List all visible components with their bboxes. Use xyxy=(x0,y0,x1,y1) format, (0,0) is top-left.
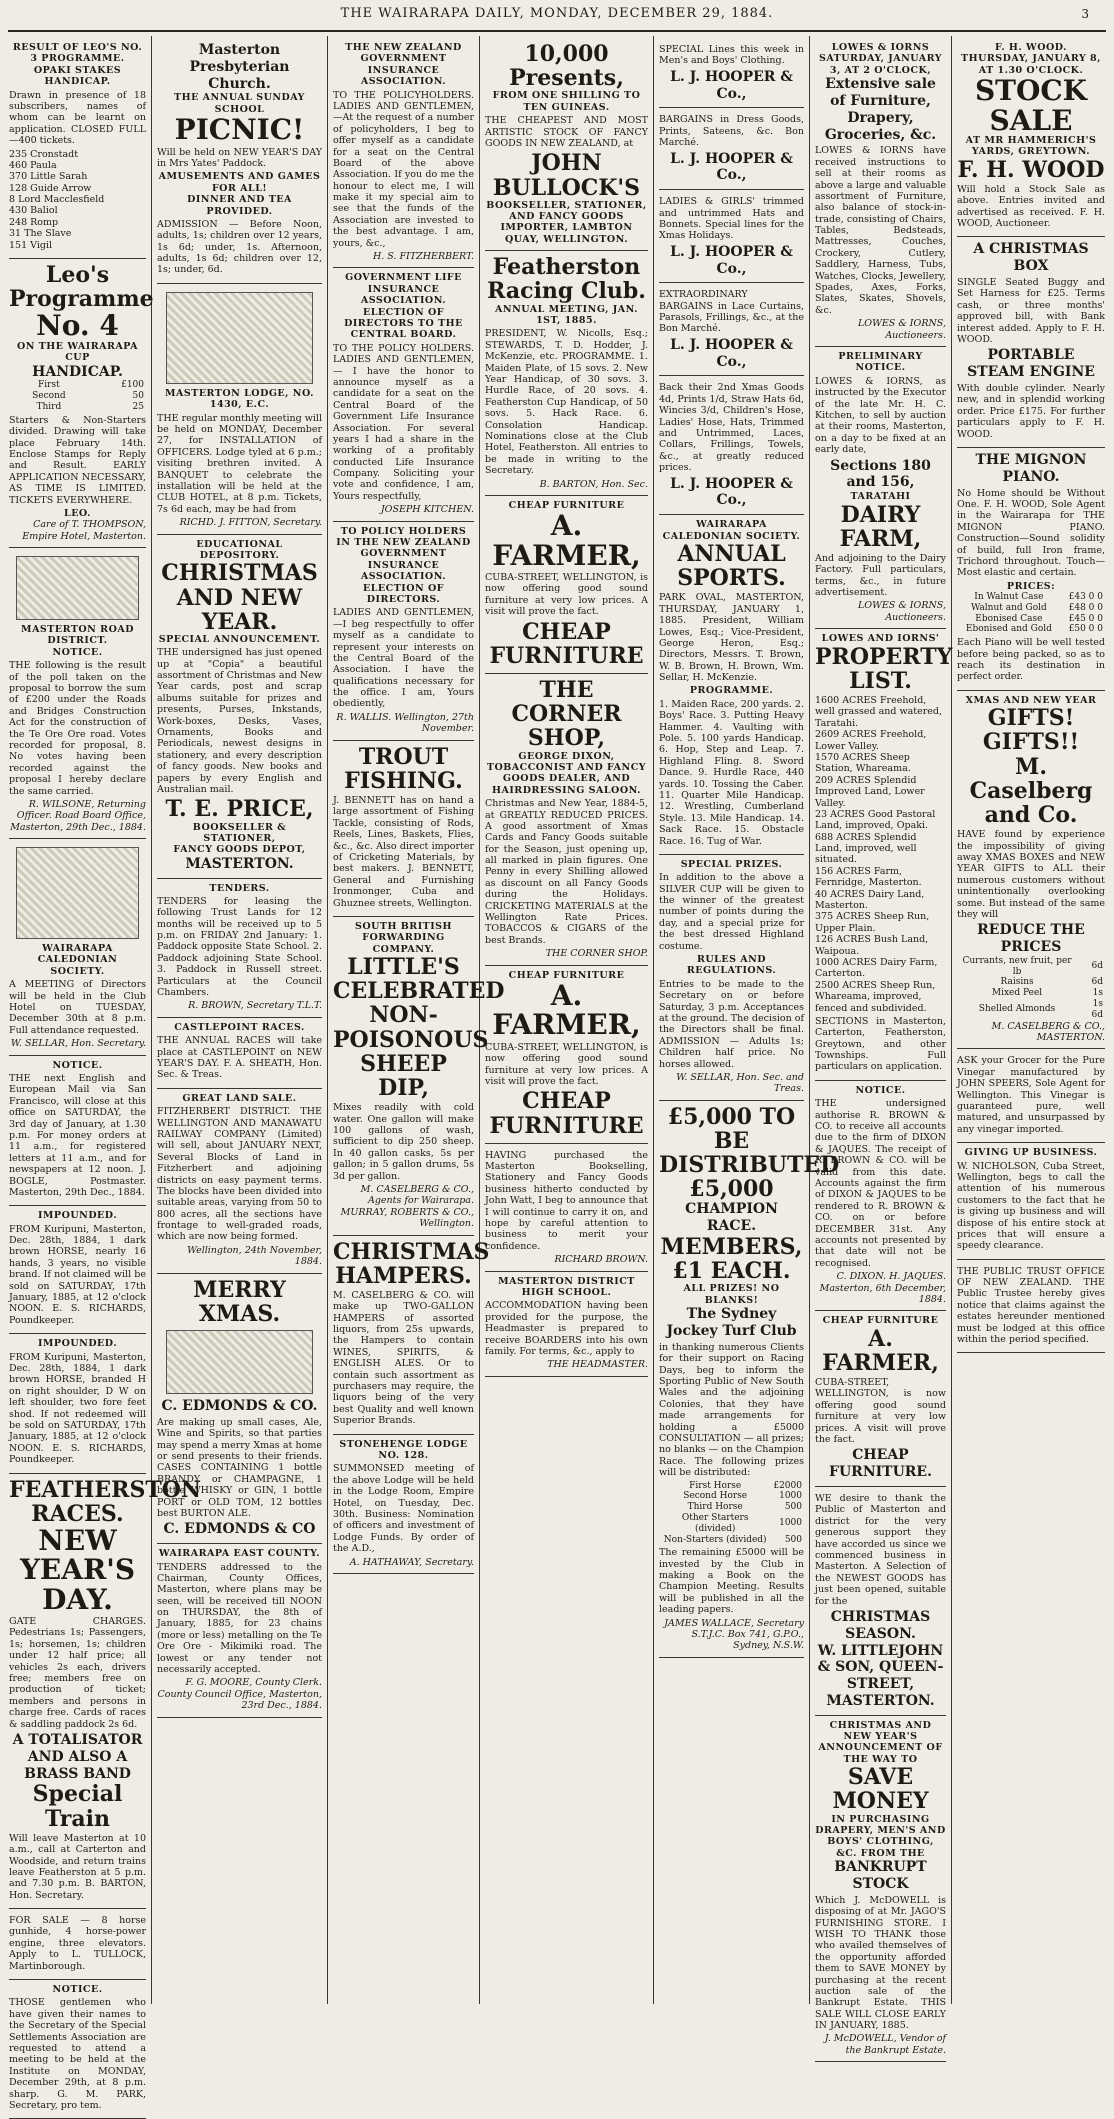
ad-title: THE CORNER SHOP, xyxy=(511,677,622,752)
ad-title: GIFTS! GIFTS!! xyxy=(982,705,1080,756)
ad-title: A. FARMER, xyxy=(492,978,641,1042)
ad-body: LADIES & GIRLS' trimmed and untrimmed Hats and Bonnets. Special lines for the Xmas Holidays. xyxy=(659,196,804,242)
ad-hooper-4: EXTRAORDINARY BARGAINS in Lace Curtains, Parasols, Frillings, &c., at the Bon Marché. L. J. HOOPER & Co., xyxy=(659,283,804,376)
ad-body: W. NICHOLSON, Cuba Street, Wellington, begs to call the attention of his numerous customers to the fact that he is giving up business and will dispose of his entire stock at prices that will ensure a speedy clearance. xyxy=(957,1160,1105,1252)
ad-hooper-2: BARGAINS in Dress Goods, Prints, Sateens, &c. Bon Marché. L. J. HOOPER & Co., xyxy=(659,108,804,190)
ad-educational-depository: EDUCATIONAL DEPOSITORY. CHRISTMAS AND NEW YEAR. SPECIAL ANNOUNCEMENT. THE undersigned has just opened up at "Copia" a beautiful assortment of Christmas and New Year cards, post and scrap albums suitable for prizes and presents, Purses, Inkstands, Work-boxes, Desks, Vases, Ornaments, Books and Periodicals, newest designs in stationery, and every description of fancy goods. New books and papers by every English and Australian mail. T. E. PRICE, BOOKSELLER & STATIONER, FANCY GOODS DEPOT, MASTERTON. xyxy=(157,535,322,879)
ad-title: IMPOUNDED. xyxy=(37,1210,118,1222)
ad-body: THE PUBLIC TRUST OFFICE OF NEW ZEALAND. THE Public Trustee hereby gives notice that claims against the estates hereunder mentioned must be lodged at this office within the period specified. xyxy=(957,1265,1105,1346)
ad-title: GOVERNMENT LIFE INSURANCE ASSOCIATION. ELECTION OF DIRECTORS TO THE CENTRAL BOARD. xyxy=(344,272,463,341)
ad-body: ASK your Grocer for the Pure Vinegar manufactured by JOHN SPEERS, Sole Agent for Wellington. This Vinegar is guaranteed pure, well matured, and unsurpassed by any vinegar imported. xyxy=(957,1055,1105,1135)
ad-notice-partnership: NOTICE. THE undersigned authorise R. BROWN & CO. to receive all accounts due to the firm of DIXON & JAQUES. The receipt of R. BROWN & CO. will be valid from this date. Accounts against the firm of DIXON & JAQUES to be rendered to R. BROWN & CO. on or before DECEMBER 31st. Any accounts not presented by that date will not be recognised. C. DIXON. H. JAQUES. Masterton, 6th December, 1884. xyxy=(815,1081,946,1311)
ad-mignon-piano: THE MIGNON PIANO. No Home should be Without One. F. H. WOOD, Sole Agent in the Wairarapa for THE MIGNON PIANO. Construction—Sound solidity of build, full Iron frame, Trichord throughout. Touch—Most elastic and certain. PRICES: In Walnut Case £43 0 0 Walnut and Gold £48 0 0 Ebonised Case £45 0 0 Ebonised and Gold £50 0 0 Each Piano will be well tested before being packed, so as to reach its destination in perfect order. xyxy=(957,448,1105,691)
ad-subtitle: OPAKI STAKES HANDICAP. xyxy=(33,64,122,88)
ad-vinegar xyxy=(957,1049,1105,1143)
ad-cheap-furniture-2: CHEAP FURNITURE A. FARMER, CUBA-STREET, WELLINGTON, is now offering good sound furniture at very low prices. A visit will prove the fact. CHEAP FURNITURE xyxy=(485,966,648,1144)
masthead-rule xyxy=(8,30,1106,32)
ad-title: GIVING UP BUSINESS. xyxy=(964,1147,1098,1159)
list-item: 126 ACRES Bush Land, Waipoua. xyxy=(815,934,929,957)
ad-body: FROM Kuripuni, Masterton, Dec. 28th, 1884, 1 dark brown HORSE, nearly 16 hands, 3 years, no visible brand. If not claimed will be sold on SATURDAY, 17th January, 1885, at 12 o'clock NOON. E. S. RICHARDS, Poundkeeper. xyxy=(9,1223,146,1326)
column-7 xyxy=(952,36,1110,2004)
ad-body: THE undersigned authorise R. BROWN & CO. to receive all accounts due to the firm of DIXON & JAQUES. The receipt of R. BROWN & CO. will be valid from this date. Accounts against the firm of DIXON & JAQUES to be rendered to R. BROWN & CO. on or before DECEMBER 31st. Any accounts not presented by that date will not be recognised. xyxy=(815,1098,946,1269)
masthead-title: THE WAIRARAPA DAILY, MONDAY, DECEMBER 29, 1884. xyxy=(340,6,774,21)
ad-body: SUMMONSED meeting of the above Lodge will be held in the Lodge Room, Empire Hotel, on Tuesday, Dec. 30th. Business: Nomination of officers and investment of Lodge Funds. By order of the A.D., xyxy=(333,1463,474,1555)
column-2 xyxy=(152,36,328,2004)
ad-christmas-hampers xyxy=(333,1236,490,1435)
ad-title: FEATHERSTON RACES. xyxy=(9,1476,201,1527)
page-number: 3 xyxy=(1081,7,1090,21)
ad-body: PRESIDENT, W. Nicolls, Esq.; STEWARDS, T. D. Hodder, J. McKenzie, etc. PROGRAMME. 1. Maiden Plate, of 15 sovs. 2. New Year Handicap, of 30 sovs. 3. Hurdle Race, of 20 sovs. 4. Featherston Cup Handicap, of 50 sovs. 5. Hack Race. 6. Consolation Handicap. Nominations close at the Club Hotel, Featherston. All entries to be made in writing to the Secretary. xyxy=(485,328,648,477)
ad-title: Masterton Presbyterian Church. xyxy=(189,42,290,92)
ad-tenders: TENDERS. TENDERS for leasing the following Trust Lands for 12 months will be received up to 5 p.m. on FRIDAY 2nd January: 1. Paddock opposite State School. 2. Paddock adjoining State School. 3. Paddock in Russell street. Particulars at the Council Chambers. R. BROWN, Secretary T.L.T. xyxy=(157,879,322,1018)
ad-masonic-lodge: MASTERTON LODGE, NO. 1430, E.C. THE regular monthly meeting will be held on MONDAY, December 27, for INSTALLATION of OFFICERS. Lodge tyled at 6 p.m.; visiting brethren invited. A BANQUET to celebrate the installation will be held at the CLUB HOTEL, at 8 p.m. Tickets, 7s 6d each, may be had from RICHD. J. FITTON, Secretary. xyxy=(157,284,322,535)
ad-body: ACCOMMODATION having been provided for the purpose, the Headmaster is prepared to receive BOARDERS into his own family. For terms, &c., apply to xyxy=(485,1300,648,1357)
programme-number: No. 4 xyxy=(36,309,119,343)
ad-title: WAIRARAPA CALEDONIAN SOCIETY. xyxy=(37,943,118,977)
ad-title: RESULT OF LEO'S NO. 3 PROGRAMME. xyxy=(12,42,143,65)
list-item: 151 Vigil xyxy=(9,239,53,251)
engraving-illustration xyxy=(16,556,139,620)
ad-body: WE desire to thank the Public of Masterton and district for the very generous support they have accorded us since we commenced business in Masterton. A Selection of the NEWEST GOODS has just been opened, suitable for the xyxy=(815,1493,946,1607)
ad-body: HAVE found by experience the impossibility of giving away XMAS BOXES and NEW YEAR GIFTS to ALL their numerous customers without unintentionally overlooking some. But instead of the same they will xyxy=(957,829,1105,920)
ad-hooper-1: SPECIAL Lines this week in Men's and Boys' Clothing. L. J. HOOPER & Co., xyxy=(659,38,804,108)
ad-hooper-3: LADIES & GIRLS' trimmed and untrimmed Hats and Bonnets. Special lines for the Xmas Holidays. L. J. HOOPER & Co., xyxy=(659,190,804,283)
ad-body: Back their 2nd Xmas Goods 4d, Prints 1/d, Straw Hats 6d, Wincies 3/d, Children's Hose, Ladies' Hose, Hats, Trimmed and Untrimmed, Laces, Collars, Frillings, Towels, &c., at greatly reduced prices. xyxy=(659,382,804,474)
ad-sheep-dip: SOUTH BRITISH FORWARDING COMPANY. LITTLE'S CELEBRATED NON-POISONOUS SHEEP DIP, Mixes readily with cold water. One gallon will make 100 gallons of wash, sufficient to dip 250 sheep. In 40 gallon casks, 5s per gallon; in 5 gallon drums, 5s 3d per gallon. M. CASELBERG & CO., Agents for Wairarapa. MURRAY, ROBERTS & CO., Wellington. xyxy=(333,917,474,1236)
masonic-emblem-illustration xyxy=(166,292,313,384)
ad-body: HAVING purchased the Masterton Bookselling, Stationery and Fancy Goods business hitherto conducted by John Watt, I beg to announce that I will continue to carry it on, and hope by careful attention to business to merit your confidence. xyxy=(485,1149,648,1252)
ad-featherston-races: FEATHERSTON RACES. NEW YEAR'S DAY. GATE CHARGES. Pedestrians 1s; Passengers, 1s; horsemen, 1s; children under 12 half price; all vehicles 2s each, drivers free; members free on production of ticket; members and persons in charge free. Cards of races & saddling paddock 2s 6d. A TOTALISATOR AND ALSO A BRASS BAND Special Train Will leave Masterton at 10 a.m., call at Carterton and Woodside, and return trains leave Featherston at 5 p.m. and 7.30 p.m. B. BARTON, Hon. Secretary. xyxy=(9,1474,146,1910)
ad-masterton-road-district: MASTERTON ROAD DISTRICT. NOTICE. THE following is the result of the poll taken on the proposal to borrow the sum of £200 under the Roads and Bridges Construction Act for the construction of the Te Ore Ore road. Votes recorded for proposal, 8. No votes having been recorded against the proposal I hereby declare the same carried. R. WILSONE, Returning Officer. Road Board Office, Masterton, 29th Dec., 1884. xyxy=(9,548,146,839)
list-item: 209 ACRES Splendid Improved Land, Lower Valley. xyxy=(815,774,925,809)
ad-save-money: CHRISTMAS AND NEW YEAR'S ANNOUNCEMENT OF THE WAY TO SAVE MONEY IN PURCHASING DRAPERY, MEN'S AND BOYS' CLOTHING, &C. FROM THE BANKRUPT STOCK Which J. McDOWELL is disposing of at Mr. JAGO'S FURNISHING STORE. I WISH TO THANK those who availed themselves of the opportunity afforded them to SAVE MONEY by purchasing at the recent auction sale of the Bankrupt Estate. THIS SALE WILL CLOSE EARLY IN JANUARY, 1885. J. McDOWELL, Vendor of the Bankrupt Estate. xyxy=(815,1716,946,2063)
ad-title: NOTICE. xyxy=(855,1084,906,1096)
ad-title: TENDERS. xyxy=(209,882,270,894)
ad-cheap-furniture-3: CHEAP FURNITURE A. FARMER, CUBA-STREET, WELLINGTON, is now offering good sound furniture at very low prices. A visit will prove the fact. CHEAP FURNITURE. xyxy=(815,1311,946,1487)
ad-leos-handicap xyxy=(9,38,146,259)
ad-title: ANNUAL SPORTS. xyxy=(677,540,786,592)
ad-body: FROM Kuripuni, Masterton, Dec. 28th, 1884, 1 dark brown HORSE, branded H on right shoulder, D W on left shoulder, two fore feet shod. If not redeemed will be sold on SATURDAY, 17th January, 1885, at 12 o'clock NOON. E. S. RICHARDS, Poundkeeper. xyxy=(9,1351,146,1466)
prize-table: First Horse £2000 Second Horse 1000 Third Horse 500 Other Starters (divided) 1000 Non-Starters (divided) 500 xyxy=(663,1480,802,1545)
list-item: 2609 ACRES Freehold, Lower Valley. xyxy=(815,729,927,752)
ad-body: Drawn in presence of 18 subscribers, names of whom can be learnt on application. CLOSED FULL—400 tickets. xyxy=(9,89,146,147)
ad-body: in thanking numerous Clients for their support on Racing Days, beg to inform the Sporting Public of New South Wales and the adjoining Colonies, that they have made arrangements for holding a £5000 CONSULTATION — all prizes; no blanks — on the Champion Race. The following prizes will be distributed: xyxy=(659,1341,804,1479)
ad-christmas-season: WE desire to thank the Public of Masterton and district for the very generous support they have accorded us since we commenced business in Masterton. A Selection of the NEWEST GOODS has just been opened, suitable for the CHRISTMAS SEASON. W. LITTLEJOHN & SON, QUEEN-STREET, MASTERTON. xyxy=(815,1487,946,1716)
ad-body: J. BENNETT has on hand a large assortment of Fishing Tackle, consisting of Rods, Reels, Lines, Baskets, Flies, &c., &c. Also direct importer of Cricketing Materials, by best makers. J. BENNETT, General and Furnishing Ironmonger, Cuba and Ghuznee streets, Wellington. xyxy=(333,795,474,909)
ad-gifts: XMAS AND NEW YEAR GIFTS! GIFTS!! M. Caselberg and Co. HAVE found by experience the impossibility of giving away XMAS BOXES and NEW YEAR GIFTS to ALL their numerous customers without unintentionally overlooking some. But instead of the same they will REDUCE THE PRICES Currants, new fruit, per lb 6d Raisins 6d Mixed Peel 1s Shelled Almonds 1s 6d M. CASELBERG & CO., MASTERTON. xyxy=(957,691,1105,1050)
ad-subtitle: ON THE WAIRARAPA CUP xyxy=(16,340,139,364)
ad-body: THE following is the result of the poll taken on the proposal to borrow the sum of £200 under the Roads and Bridges Construction Act for the construction of the Te Ore Ore road. Votes recorded for proposal, 8. No votes having been recorded against the proposal I hereby declare the same carried. xyxy=(9,660,146,797)
ad-title: NOTICE. xyxy=(52,1059,103,1071)
ad-masterton-high-school: MASTERTON DISTRICT HIGH SCHOOL. ACCOMMODATION having been provided for the purpose, the Headmaster is prepared to receive BOARDERS into his own family. For terms, &c., apply to THE HEADMASTER. xyxy=(485,1272,648,1377)
ad-body: THOSE gentlemen who have given their names to the Secretary of the Special Settlements Association are requested to attend a meeting to be held at the Institute on MONDAY, December 29th, at 8 p.m. sharp. G. M. PARK, Secretary, pro tem. xyxy=(9,1997,146,2111)
ad-government-office xyxy=(957,1260,1105,1354)
ad-title: TROUT FISHING. xyxy=(344,743,463,794)
price-table: Currants, new fruit, per lb 6d Raisins 6d Mixed Peel 1s Shelled Almonds 1s 6d xyxy=(962,955,1103,1020)
ad-body: THE regular monthly meeting will be held on MONDAY, December 27, for INSTALLATION of OFFICERS. Lodge tyled at 6 p.m.; visiting brethren invited. A BANQUET to celebrate the installation will be held at the CLUB HOTEL, at 8 p.m. Tickets, 7s 6d each, may be had from xyxy=(157,412,322,515)
ad-corner-shop: THE CORNER SHOP, GEORGE DIXON, TOBACCONIST AND FANCY GOODS DEALER, AND HAIRDRESSING SALOON. Christmas and New Year, 1884-5, at GREATLY REDUCED PRICES. A good assortment of Xmas Cards and Fancy Goods suitable for the Season, just opening up, all marked in plain figures. One Penny in every Shilling allowed as discount on all Fancy Goods during the Holidays. CRICKETING MATERIALS at the Wellington Rate Prices. TOBACCOS & CIGARS of the best Brands. THE CORNER SHOP. xyxy=(485,674,648,966)
ad-title: THE NEW ZEALAND GOVERNMENT INSURANCE ASSOCIATION. xyxy=(345,42,462,88)
ad-body: In addition to the above a SILVER CUP will be given to the winner of the greatest number of points during the day, and a special prize for the best dressed Highland costume. xyxy=(659,872,804,952)
ad-stonehenge-lodge: STONEHENGE LODGE NO. 128. SUMMONSED meeting of the above Lodge will be held in the Lodge Room, Empire Hotel, on Tuesday, Dec. 30th. Business: Nomination of officers and investment of Lodge Funds. By order of the A.D., A. HATHAWAY, Secretary. xyxy=(333,1435,474,1574)
ad-body: A MEETING of Directors will be held in the Club Hotel on TUESDAY, December 30th at 8 p.m. Full attendance requested. xyxy=(9,979,146,1036)
handicap-list xyxy=(9,149,146,252)
ad-title: A. FARMER, xyxy=(822,1325,939,1376)
column-6 xyxy=(810,36,953,2056)
ad-champion-race: £5,000 TO BE DISTRIBUTED £5,000 CHAMPION RACE. MEMBERS, £1 EACH. ALL PRIZES! NO BLANKS! The Sydney Jockey Turf Club in thanking numerous Clients for their support on Racing Days, beg to inform the Sporting Public of New South Wales and the adjoining Colonies, that they have made arrangements for holding a £5000 CONSULTATION — all prizes; no blanks — on the Champion Race. The following prizes will be distributed: First Horse £2000 Second Horse 1000 Third Horse 500 Other Starters (divided) 1000 Non-Starters (divided) 500 The remaining £5000 will be invested by the Club in making a Book on the Champion Meeting. Results will be published in all the leading papers. JAMES WALLACE, Secretary S.T.J.C. Box 741, G.P.O., Sydney, N.S.W. xyxy=(659,1101,804,1658)
ad-leos-programme: Leo's Programme No. 4 ON THE WAIRARAPA CUP HANDICAP. First £100 Second 50 Third 25 Starters & Non-Starters divided. Drawing will take place February 14th. Enclose Stamps for Reply and Result. EARLY APPLICATION NECESSARY, AS TIME IS LIMITED. TICKETS EVERYWHERE. LEO. Care of T. THOMPSON, Empire Hotel, Masterton. xyxy=(9,259,146,548)
list-item: 156 ACRES Farm, Fernridge, Masterton. xyxy=(815,865,922,889)
list-item: 1600 ACRES Freehold, well grassed and watered, Taratahi. xyxy=(815,694,942,729)
ad-body: Starters & Non-Starters divided. Drawing will take place February 14th. Enclose Stamps for Reply and Result. EARLY APPLICATION NECESSARY, AS TIME IS LIMITED. TICKETS EVERYWHERE. xyxy=(9,414,146,506)
ad-annual-sports: WAIRARAPA CALEDONIAN SOCIETY. ANNUAL SPORTS. PARK OVAL, MASTERTON, THURSDAY, JANUARY 1, 1885. President, William Lowes, Esq.; Vice-President, George Heron, Esq.; Directors, Messrs. T. Brown, W. B. Brown, H. Brown, Wm. Sellar, H. McKenzie. PROGRAMME. 1. Maiden Race, 200 yards. 2. Boys' Race. 3. Putting Heavy Hammer. 4. Vaulting with Pole. 5. 100 yards Handicap. 6. Hop, Step and Leap. 7. Highland Fling. 8. Sword Dance. 9. Hurdle Race, 440 yards. 10. Tossing the Caber. 11. Quarter Mile Handicap. 12. Wrestling, Cumberland Style. 13. Mile Handicap. 14. Sack Race. 15. Obstacle Race. 16. Tug of War. xyxy=(659,515,804,855)
list-item: 688 ACRES Splendid Land, improved, well situated. xyxy=(815,831,917,866)
column-5 xyxy=(654,36,840,2004)
ad-hooper-5: Back their 2nd Xmas Goods 4d, Prints 1/d, Straw Hats 6d, Wincies 3/d, Children's Hose, Ladies' Hose, Hats, Trimmed and Untrimmed, Laces, Collars, Frillings, Towels, &c., at greatly reduced prices. L. J. HOOPER & Co., xyxy=(659,376,804,515)
ad-title: NOTICE. xyxy=(52,1984,103,1996)
column-4 xyxy=(480,36,654,2004)
list-item: 375 ACRES Sheep Run, Upper Plain. xyxy=(815,911,930,934)
ad-title: LITTLE'S CELEBRATED NON-POISONOUS SHEEP DIP, xyxy=(333,954,505,1102)
ad-horse-sale xyxy=(9,1909,146,1980)
ad-body: Will hold a Stock Sale as above. Entries invited and advertised as received. F. H. WOOD, Auctioneer. xyxy=(957,183,1105,230)
ad-subtitle: HANDICAP. xyxy=(32,363,123,380)
list-item: 430 Baliol xyxy=(9,205,58,217)
ad-great-land-sale: GREAT LAND SALE. FITZHERBERT DISTRICT. THE WELLINGTON AND MANAWATU RAILWAY COMPANY (Limited) will sell, about JANUARY NEXT, Several Blocks of Land in Fitzherbert and adjoining districts on easy payment terms. The blocks have been divided into suitable areas, varying from 50 to 800 acres, all the sections have frontage to well-graded roads, which are now being formed. Wellington, 24th November, 1884. xyxy=(157,1089,322,1274)
ad-title: SPECIAL PRIZES. xyxy=(680,858,783,870)
ad-body: PARK OVAL, MASTERTON, THURSDAY, JANUARY 1, 1885. President, William Lowes, Esq.; Vice-President, George Heron, Esq.; Directors, Messrs. T. Brown, W. B. Brown, H. Brown, Wm. Sellar, H. McKenzie. xyxy=(659,592,804,684)
ad-title: Extensive sale of Furniture, Drapery, Groceries, &c. xyxy=(824,76,937,143)
ad-special-prizes: SPECIAL PRIZES. In addition to the above a SILVER CUP will be given to the winner of the greatest number of points during the day, and a special prize for the best dressed Highland costume. RULES AND REGULATIONS. Entries to be made to the Secretary on or before Saturday, 3 p.m. Acceptances at the ground. The decision of the Directors shall be final. ADMISSION — Adults 1s; Children half price. No horses allowed. W. SELLAR, Hon. Sec. and Treas. xyxy=(659,855,804,1101)
ad-bookselling-business: HAVING purchased the Masterton Bookselling, Stationery and Fancy Goods business hitherto conducted by John Watt, I beg to announce that I will continue to carry it on, and hope by careful attention to business to merit your confidence. RICHARD BROWN. xyxy=(485,1144,648,1272)
list-item: 23 ACRES Good Pastoral Land, improved, Opaki. xyxy=(815,808,936,832)
list-item: 128 Guide Arrow xyxy=(9,182,92,194)
ad-body: CUBA-STREET, WELLINGTON, is now offering good sound furniture at very low prices. A visit will prove the fact. xyxy=(485,1041,648,1087)
ad-body: No Home should be Without One. F. H. WOOD, Sole Agent in the Wairarapa for THE MIGNON PIANO. Construction—Sound solidity of build, full Iron frame, Trichord throughout. Touch—Most elastic and certain. xyxy=(957,487,1105,579)
ad-government-insurance: THE NEW ZEALAND GOVERNMENT INSURANCE ASSOCIATION. TO THE POLICYHOLDERS. LADIES AND GENTLEMEN,—At the request of a number of policyholders, I beg to offer myself as a candidate for a seat on the Central Board of the above Association. If you do me the honour to elect me, I will make it my special aim to see that the funds of the Association are invested to the best advantage. I am, yours, &c., H. S. FITZHERBERT. xyxy=(333,38,474,268)
ad-impounded-1 xyxy=(9,1206,146,1334)
trade-mark-illustration xyxy=(166,1330,313,1394)
ad-body: TO THE POLICY HOLDERS. LADIES AND GENTLEMEN,— I have the honor to announce myself as a candidate for a seat on the Central Board of the Government Life Insurance Association. For several years I had a share in the working of a profitably conducted Life Insurance Company. Soliciting your vote and confidence, I am, Yours respectfully, xyxy=(333,342,474,502)
ad-body: THE next English and European Mail via San Francisco, will close at this office on SATURDAY, the 3rd day of January, at 1.30 p.m. For money orders at 11 a.m., for registered letters at 11 a.m., and for newspapers at 12 noon. J. BOGLE, Postmaster. Masterton, 29th Dec., 1884. xyxy=(9,1073,146,1198)
ad-trout-fishing xyxy=(333,741,474,917)
list-item: 1000 ACRES Dairy Farm, Carterton. xyxy=(815,956,938,980)
list-item: 1570 ACRES Sheep Station, Whareama. xyxy=(815,751,911,775)
ad-title: STOCK SALE xyxy=(974,74,1088,137)
ad-title: PROPERTY LIST. xyxy=(815,643,953,694)
ad-title: EDUCATIONAL DEPOSITORY. xyxy=(196,538,283,561)
ad-body: THE undersigned has just opened up at "Copia" a beautiful assortment of Christmas and New Year cards, post and scrap albums suitable for prizes and presents, Purses, Inkstands, Work-boxes, Desks, Vases, Ornaments, Books and Periodicals, newest designs in stationery, and every description of fancy goods. New books and papers by every English and Australian mail. xyxy=(157,647,322,795)
ad-body: CUBA-STREET, WELLINGTON, is now offering good sound furniture at very low prices. A visit will prove the fact. xyxy=(485,572,648,618)
ad-title: MASTERTON LODGE, NO. 1430, E.C. xyxy=(165,387,314,411)
price-table: In Walnut Case £43 0 0 Walnut and Gold £48 0 0 Ebonised Case £45 0 0 Ebonised and Gold £50 0 0 xyxy=(965,592,1103,635)
ad-body: BARGAINS in Dress Goods, Prints, Sateens, &c. Bon Marché. xyxy=(659,114,804,149)
ad-body: THE ANNUAL RACES will take place at CASTLEPOINT on NEW YEAR'S DAY. F. A. SHEATH, Hon. Sec. & Treas. xyxy=(157,1035,322,1081)
ad-wairarapa-east: WAIRARAPA EAST COUNTY. TENDERS addressed to the Chairman, County Offices, Masterton, where plans may be seen, will be received till NOON on THURSDAY, the 8th of January, 1885, for 23 chains (more or less) metalling on the Te Ore Ore - Mikimiki road. The lowest or any tender not necessarily accepted. F. G. MOORE, County Clerk. County Council Office, Masterton, 23rd Dec., 1884. xyxy=(157,1544,322,1717)
list-item: 2500 ACRES Sheep Run, Whareama, improved, fenced and subdivided. xyxy=(815,979,936,1014)
ad-caledonian-society: WAIRARAPA CALEDONIAN SOCIETY. A MEETING of Directors will be held in the Club Hotel on TUESDAY, December 30th at 8 p.m. Full attendance requested. W. SELLAR, Hon. Secretary. xyxy=(9,839,146,1056)
ad-cheap-furniture-1: CHEAP FURNITURE A. FARMER, CUBA-STREET, WELLINGTON, is now offering good sound furniture at very low prices. A visit will prove the fact. CHEAP FURNITURE xyxy=(485,496,648,674)
ad-title: 10,000 Presents, xyxy=(509,41,624,92)
ad-title: IMPOUNDED. xyxy=(37,1338,118,1350)
ad-christmas-box: A CHRISTMAS BOX SINGLE Seated Buggy and Set Harness for £25. Terms cash, or three months' approved bill, with Bank interest added. Apply to F. H. WOOD. PORTABLE STEAM ENGINE With double cylinder. Nearly new, and in splendid working order. Price £175. For further particulars apply to F. H. WOOD. xyxy=(957,237,1105,447)
list-item: 8 Lord Macclesfield xyxy=(9,194,105,206)
ad-body: TO THE POLICYHOLDERS. LADIES AND GENTLEMEN,—At the request of a number of policyholders, I beg to offer myself as a candidate for a seat on the Central Board of the above Association. If you do me the honour to elect me, I will make it my special aim to see that the funds of the Association are invested to the best advantage. I am, yours, &c., xyxy=(333,89,474,249)
ad-body: M. CASELBERG & CO. will make up TWO-GALLON HAMPERS of assorted liquors, from 25s upwards, the Hampers to contain WINES, SPIRITS, & ENGLISH ALES. Or to contain such assortment as purchasers may require, the liquors being of the very best Quality and well known Superior Brands. xyxy=(333,1289,474,1427)
ad-body: EXTRAORDINARY BARGAINS in Lace Curtains, Parasols, Frillings, &c., at the Bon Marché. xyxy=(659,289,804,335)
ad-title: TO POLICY HOLDERS IN THE NEW ZEALAND GOVERNMENT INSURANCE ASSOCIATION. ELECTION OF DIRECTORS. xyxy=(336,525,471,605)
ad-policy-holders: TO POLICY HOLDERS IN THE NEW ZEALAND GOVERNMENT INSURANCE ASSOCIATION. ELECTION OF DIRECTORS. LADIES AND GENTLEMEN,—I beg respectfully to offer myself as a candidate to represent your interests on the Central Board of the Association. I have the qualifications necessary for the office. I am, Yours obediently, R. WALLIS. Wellington, 27th November. xyxy=(333,522,474,741)
ad-title: THE MIGNON PIANO. xyxy=(975,451,1087,485)
ad-merry-xmas: MERRY XMAS. C. EDMONDS & CO. Are making up small cases, Ale, Wine and Spirits, so that parties may spend a merry Xmas at home or send presents to their friends. CASES CONTAINING 1 bottle BRANDY or CHAMPAGNE, 1 bottle WHISKY or GIN, 1 bottle PORT or OLD TOM, 12 bottles best BURTON ALE. C. EDMONDS & CO xyxy=(157,1274,322,1544)
column-1 xyxy=(4,36,201,2111)
ad-body: LOWES & IORNS, as instructed by the Executor of the late Mr. H. C. Kitchen, to sell by auction at their rooms, Masterton, on a day to be fixed at an early date, xyxy=(815,375,946,456)
ad-body: Which J. McDOWELL is disposing of at Mr. JAGO'S FURNISHING STORE. I WISH TO THANK those who availed themselves of the opportunity afforded them to SAVE MONEY by purchasing at the recent auction sale of the Bankrupt Estate. THIS SALE WILL CLOSE EARLY IN JANUARY, 1885. xyxy=(815,1894,946,2032)
ad-featherston-racing-club: Featherston Racing Club. ANNUAL MEETING, JAN. 1ST, 1885. PRESIDENT, W. Nicolls, Esq.; STEWARDS, T. D. Hodder, J. McKenzie, etc. PROGRAMME. 1. Maiden Plate, of 15 sovs. 2. New Year Handicap, of 30 sovs. 3. Hurdle Race, of 20 sovs. 4. Featherston Cup Handicap, of 50 sovs. 5. Hack Race. 6. Consolation Handicap. Nominations close at the Club Hotel, Featherston. All entries to be made in writing to the Secretary. B. BARTON, Hon. Sec. xyxy=(485,251,648,496)
property-list xyxy=(815,695,946,1014)
ad-body: FOR SALE — 8 horse gunhide, 4 horse-power engine, three elevators. Apply to L. TULLOCK, Martinborough. xyxy=(9,1915,146,1972)
ad-body: TENDERS for leasing the following Trust Lands for 12 months will be received up to 5 p.m. on FRIDAY 2nd January: 1. Paddock opposite State School. 2. Paddock adjoining State School. 3. Paddock in Russell street. Particulars at the Council Chambers. xyxy=(157,895,322,999)
ad-title: A. FARMER, xyxy=(492,509,641,572)
column-3 xyxy=(328,36,505,2004)
ad-body: THE CHEAPEST AND MOST ARTISTIC STOCK OF FANCY GOODS IN NEW ZEALAND, at xyxy=(485,115,648,149)
ad-body: TENDERS addressed to the Chairman, County Offices, Masterton, where plans may be seen, will be received till NOON on THURSDAY, the 8th of January, 1885, for 23 chains (more or less) metalling on the Te Ore Ore - Mikimiki road. The lowest or any tender not necessarily accepted. xyxy=(157,1561,322,1676)
masthead xyxy=(0,0,1114,34)
ad-presbyterian-church: Masterton Presbyterian Church. THE ANNUAL SUNDAY SCHOOL PICNIC! Will be held on NEW YEAR'S DAY in Mrs Yates' Paddock. AMUSEMENTS AND GAMES FOR ALL! DINNER AND TEA PROVIDED. ADMISSION — Before Noon, adults, 1s; children over 12 years, 1s 6d; under, 1s. Afternoon, adults, 1s 6d; children over 12, 1s; under, 6d. xyxy=(157,38,322,284)
ad-preliminary-notice: PRELIMINARY NOTICE. LOWES & IORNS, as instructed by the Executor of the late Mr. H. C. Kitchen, to sell by auction at their rooms, Masterton, on a day to be fixed at an early date, Sections 180 and 156, TARATAHI DAIRY FARM, And adjoining to the Dairy Factory. Full particulars, terms, &c., in future advertisement. LOWES & IORNS, Auctioneers. xyxy=(815,347,946,629)
ad-body: LOWES & IORNS have received instructions to sell at their rooms as above a large and valuable assortment of Furniture, also balance of stock-in-trade, consisting of Chairs, Tables, Bedsteads, Mattresses, Couches, Crockery, Cutlery, Saddlery, Harness, Tubs, Watches, Clocks, Jewellery, Spades, Axes, Forks, Slates, Skates, Shovels, &c. xyxy=(815,145,946,316)
list-item: 370 Little Sarah xyxy=(9,171,88,183)
ad-wood-stock-sale: F. H. WOOD. THURSDAY, JANUARY 8, AT 1.30 O'CLOCK. STOCK SALE AT MR HAMMERICH'S YARDS, GREYTOWN. F. H. WOOD Will hold a Stock Sale as above. Entries invited and advertised as received. F. H. WOOD, Auctioneer. xyxy=(957,38,1105,237)
ad-body: CUBA-STREET, WELLINGTON, is now offering good sound furniture at very low prices. A visit will prove the fact. xyxy=(815,1377,946,1446)
ad-body: LADIES AND GENTLEMEN,—I beg respectfully to offer myself as a candidate to represent your interests on the Central Board of the Association. I have the qualifications necessary for the office. I am, Yours obediently, xyxy=(333,607,474,710)
ad-title: MERRY XMAS. xyxy=(193,1276,286,1327)
ad-title: CHRISTMAS HAMPERS. xyxy=(333,1238,490,1289)
ad-body: SINGLE Seated Buggy and Set Harness for £25. Terms cash, or three months' approved bill, with Bank interest added. Apply to F. H. WOOD. xyxy=(957,277,1105,346)
ad-bullocks-books: 10,000 Presents, FROM ONE SHILLING TO TEN GUINEAS. THE CHEAPEST AND MOST ARTISTIC STOCK OF FANCY GOODS IN NEW ZEALAND, at JOHN BULLOCK'S BOOKSELLER, STATIONER, AND FANCY GOODS IMPORTER, LAMBTON QUAY, WELLINGTON. xyxy=(485,38,648,251)
ad-signature: LEO. xyxy=(64,507,91,519)
ad-impounded-2 xyxy=(9,1334,146,1473)
ad-body: SPECIAL Lines this week in Men's and Boys' Clothing. xyxy=(659,44,804,67)
prize-table: First £100 Second 50 Third 25 xyxy=(32,380,144,412)
ad-title: CHRISTMAS SEASON. xyxy=(830,1608,931,1642)
ad-title: Featherston Racing Club. xyxy=(487,254,646,305)
ad-title: CHAMPION RACE. xyxy=(685,1201,778,1235)
ad-body: GATE CHARGES. Pedestrians 1s; Passengers, 1s; horsemen, 1s; children under 12 half price; all vehicles 2s each, drivers free; members free on production of ticket; members and persons in charge free. Cards of races & saddling paddock 2s 6d. xyxy=(9,1616,146,1730)
ad-election-directors: GOVERNMENT LIFE INSURANCE ASSOCIATION. ELECTION OF DIRECTORS TO THE CENTRAL BOARD. TO THE POLICY HOLDERS. LADIES AND GENTLEMEN,— I have the honor to announce myself as a candidate for a seat on the Central Board of the Government Life Insurance Association. For several years I had a share in the working of a profitably conducted Life Insurance Company. Soliciting your vote and confidence, I am, Yours respectfully, JOSEPH KITCHEN. xyxy=(333,268,474,521)
ad-body: FITZHERBERT DISTRICT. THE WELLINGTON AND MANAWATU RAILWAY COMPANY (Limited) will sell, about JANUARY NEXT, Several Blocks of Land in Fitzherbert and adjoining districts on easy payment terms. The blocks have been divided into suitable areas, varying from 50 to 800 acres, all the sections have frontage to well-graded roads, which are now being formed. xyxy=(157,1106,322,1243)
ad-body: Christmas and New Year, 1884-5, at GREATLY REDUCED PRICES. A good assortment of Xmas Cards and Fancy Goods suitable for the Season, just opening up, all marked in plain figures. One Penny in every Shilling allowed as discount on all Fancy Goods during the Holidays. CRICKETING MATERIALS at the Wellington Rate Prices. TOBACCOS & CIGARS of the best Brands. xyxy=(485,798,648,946)
ad-title: MASTERTON DISTRICT HIGH SCHOOL. xyxy=(498,1275,635,1298)
ad-title: PRELIMINARY NOTICE. xyxy=(838,351,923,374)
ad-title: CASTLEPOINT RACES. xyxy=(174,1021,305,1033)
ad-title: SAVE MONEY xyxy=(832,1764,929,1815)
highland-illustration xyxy=(16,847,139,939)
ad-notice-mail xyxy=(9,1056,146,1207)
ad-title: WAIRARAPA EAST COUNTY. xyxy=(158,1548,321,1560)
ad-castlepoint-races xyxy=(157,1018,322,1089)
ad-body: Mixes readily with cold water. One gallon will make 100 gallons of wash, sufficient to dip 250 sheep. In 40 gallon casks, 5s per gallon; in 5 gallon drums, 5s 3d per gallon. xyxy=(333,1102,474,1182)
ad-title: MASTERTON ROAD DISTRICT. xyxy=(21,624,134,647)
ad-property-list: LOWES AND IORNS' PROPERTY LIST. 1600 ACRES Freehold, well grassed and watered, Taratahi. 2609 ACRES Freehold, Lower Valley. 1570 ACRES Sheep Station, Whareama. 209 ACRES Splendid Improved Land, Lower Valley. 23 ACRES Good Pastoral Land, improved, Opaki. 688 ACRES Splendid Land, improved, well situated. 156 ACRES Farm, Fernridge, Masterton. 40 ACRES Dairy Land, Masterton. 375 ACRES Sheep Run, Upper Plain. 126 ACRES Bush Land, Waipoua. 1000 ACRES Dairy Farm, Carterton. 2500 ACRES Sheep Run, Whareama, improved, fenced and subdivided. SECTIONS in Masterton, Carterton, Featherston, Greytown, and other Townships. Full particulars on application. xyxy=(815,629,946,1081)
ad-giving-up-business xyxy=(957,1143,1105,1260)
list-item: 460 Paula xyxy=(9,159,57,171)
ad-title: STONEHENGE LODGE NO. 128. xyxy=(339,1438,468,1461)
ad-lowes-iorns-sale: LOWES & IORNS SATURDAY, JANUARY 3, AT 2 O'CLOCK, Extensive sale of Furniture, Drapery, Groceries, &c. LOWES & IORNS have received instructions to sell at their rooms as above a large and valuable assortment of Furniture, also balance of stock-in-trade, consisting of Chairs, Tables, Bedsteads, Mattresses, Couches, Crockery, Cutlery, Saddlery, Harness, Tubs, Watches, Clocks, Jewellery, Spades, Axes, Forks, Slates, Skates, Shovels, &c. LOWES & IORNS, Auctioneers. xyxy=(815,38,946,347)
list-item: 31 The Slave xyxy=(9,228,72,240)
list-item: 248 Romp xyxy=(9,216,59,228)
list-item: 40 ACRES Dairy Land, Masterton. xyxy=(815,888,925,912)
ad-body: Will be held on NEW YEAR'S DAY in Mrs Yates' Paddock. xyxy=(157,146,322,169)
ad-body: Are making up small cases, Ale, Wine and Spirits, so that parties may spend a merry Xmas at home or send presents to their friends. CASES CONTAINING 1 bottle BRANDY or CHAMPAGNE, 1 bottle WHISKY or GIN, 1 bottle PORT or OLD TOM, 12 bottles best BURTON ALE. xyxy=(157,1416,322,1519)
ad-title: Leo's Programme xyxy=(9,262,154,313)
ad-title: A CHRISTMAS BOX xyxy=(973,241,1089,275)
ad-title: GREAT LAND SALE. xyxy=(182,1092,297,1104)
list-item: 235 Cronstadt xyxy=(9,148,79,160)
ad-notice-final xyxy=(9,1980,146,2119)
